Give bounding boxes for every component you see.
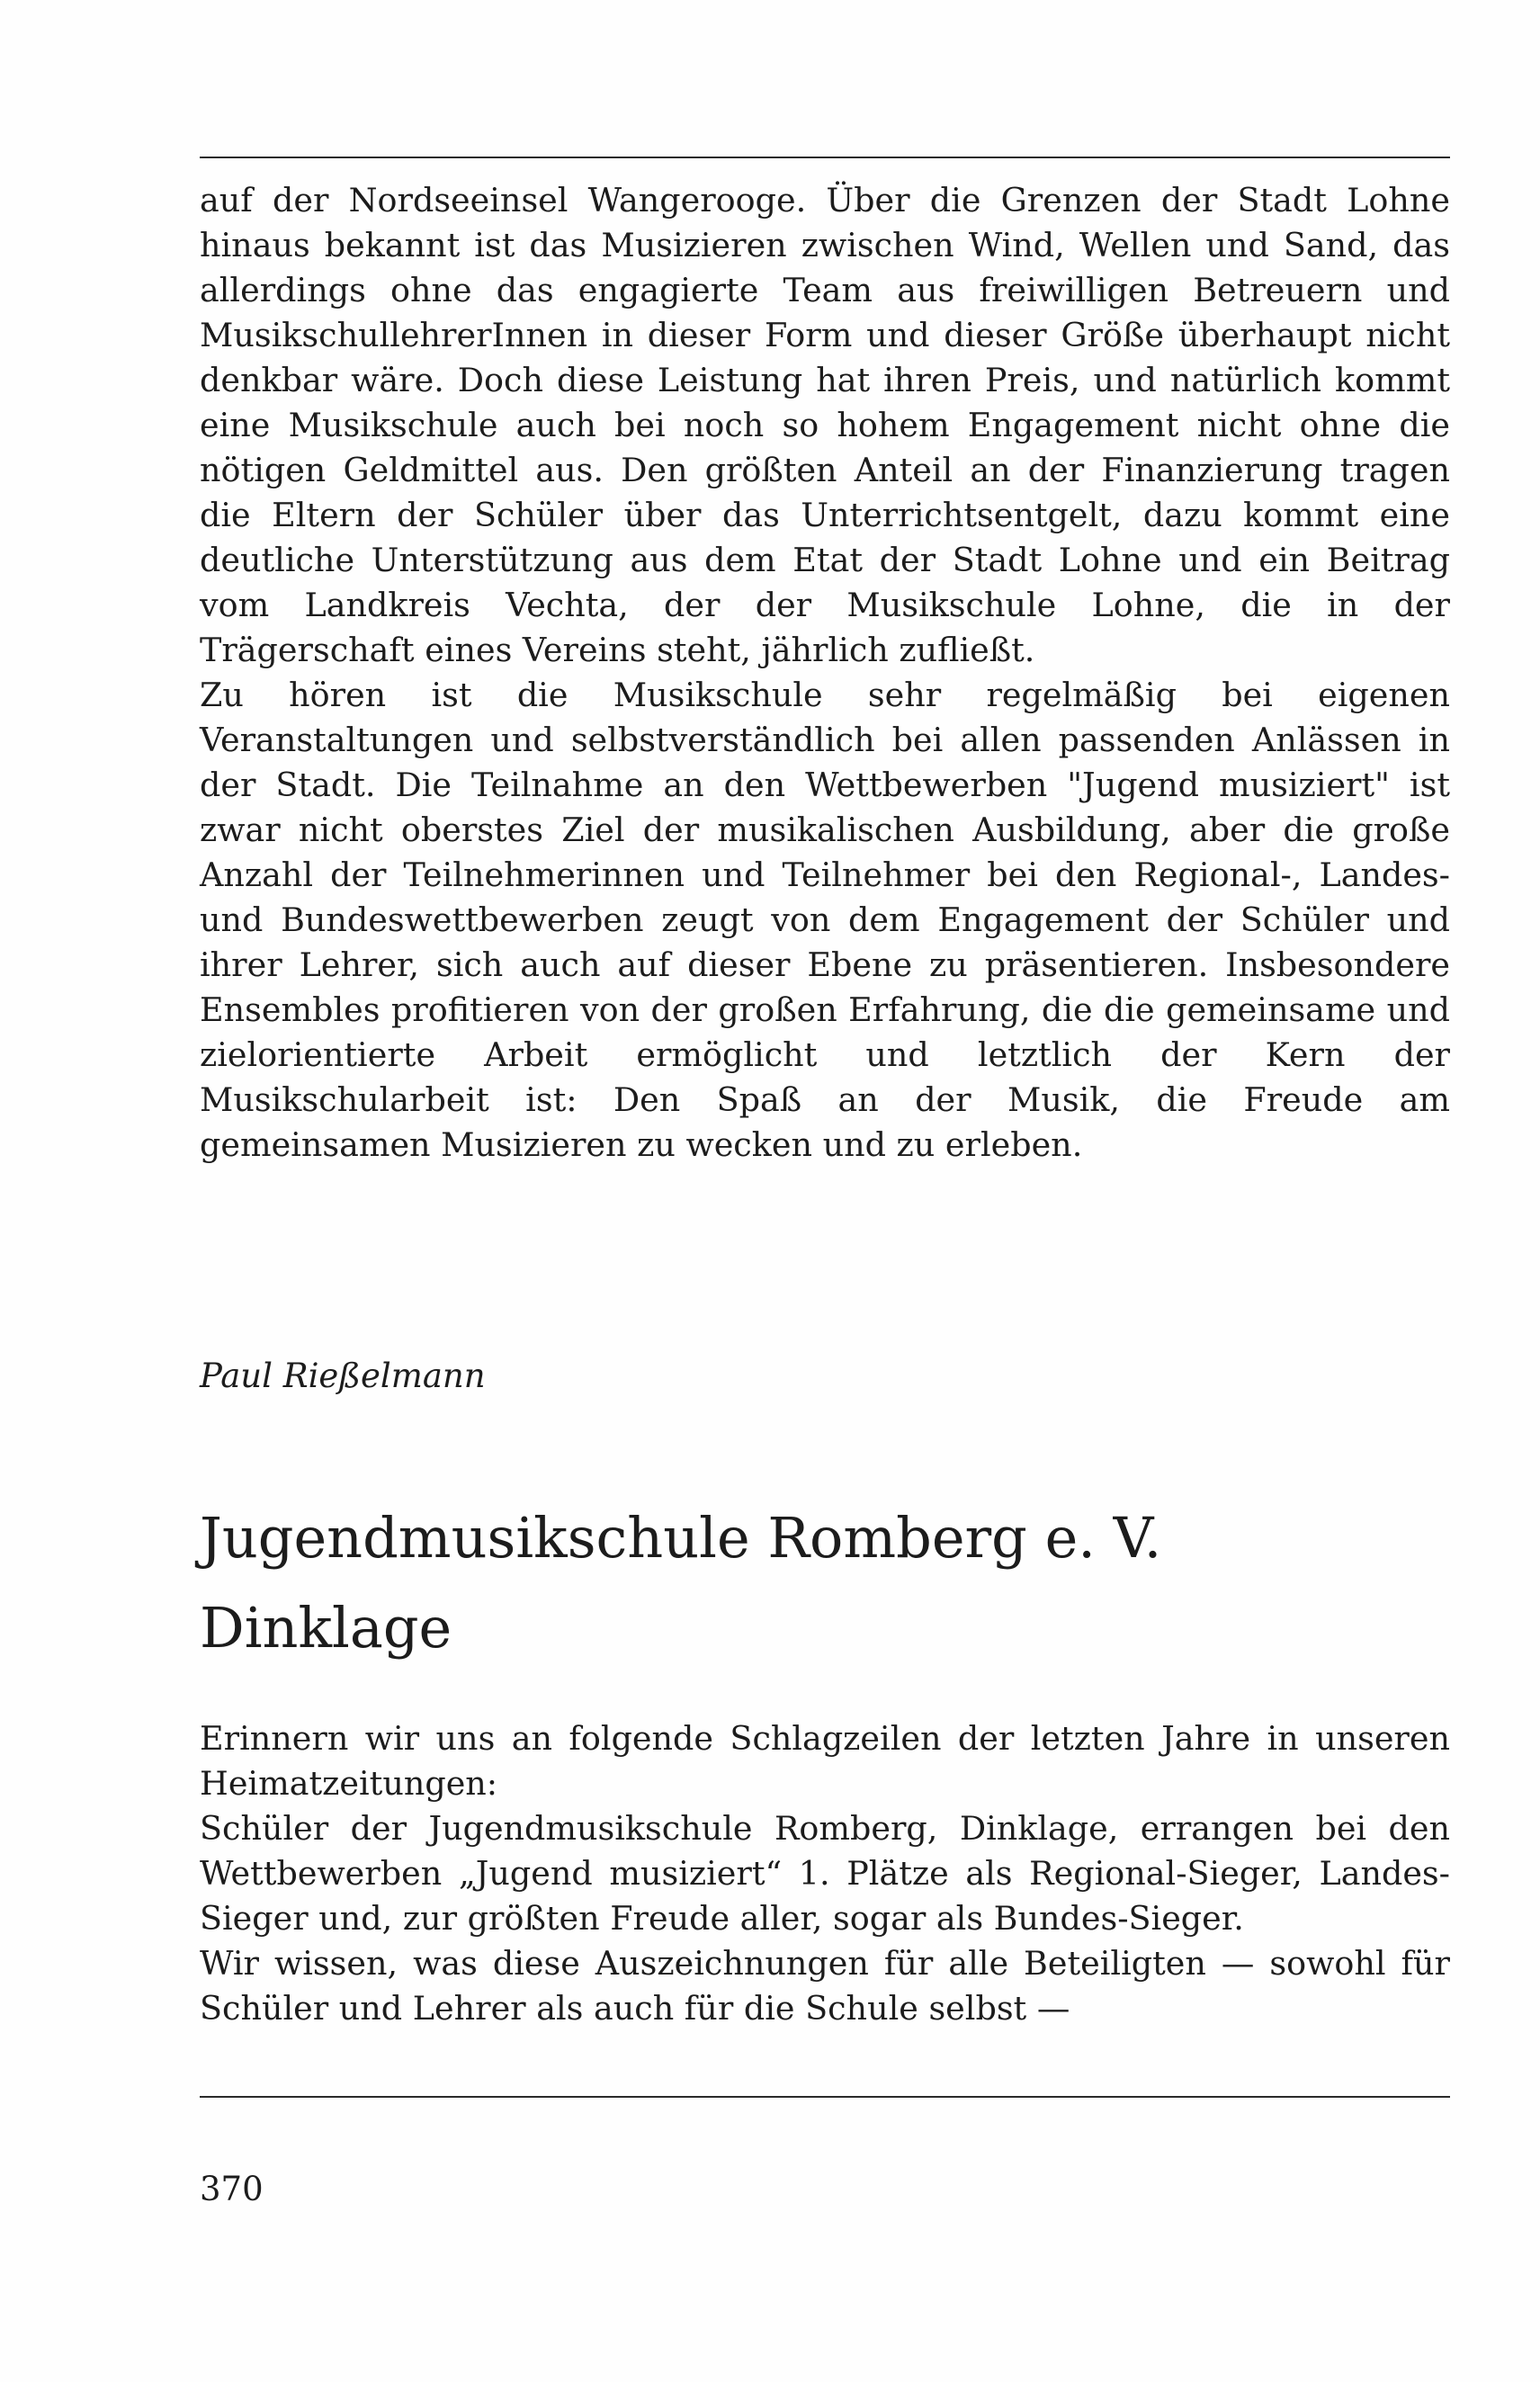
paragraph: auf der Nordseeinsel Wangerooge. Über die Grenzen der Stadt Lohne hinaus bekannt ist das Musizieren zwischen Wind, Wellen und Sand, das allerdings ohne das engagierte Team aus freiwilligen Betreuern und MusikschullehrerInnen in dieser Form und dieser Größe überhaupt nicht denkbar wäre. Doch diese Leistung hat ihren Preis, und natürlich kommt eine Musikschule auch bei noch so hohem Engagement nicht ohne die nötigen Geldmittel aus. Den größten Anteil an der Finanzierung tragen die Eltern der Schüler über das Unterrichtsentgelt, dazu kommt eine deutliche Unterstützung aus dem Etat der Stadt Lohne und ein Beitrag vom Landkreis Vechta, der der Musikschule Lohne, die in der Trägerschaft eines Vereins steht, jährlich zufließt. bbox=[200, 181, 1450, 669]
section-heading-line-2: Dinklage bbox=[200, 1595, 452, 1661]
section-heading-line-1: Jugendmusikschule Romberg e. V. bbox=[200, 1505, 1162, 1571]
section-heading bbox=[200, 1493, 1450, 1673]
body-text-top bbox=[200, 178, 1450, 1168]
paragraph: Erinnern wir uns an folgende Schlagzeilen der letzten Jahre in unseren Heimatzeitungen: bbox=[200, 1719, 1450, 1803]
top-rule bbox=[200, 157, 1450, 158]
body-text-bottom bbox=[200, 1716, 1450, 2031]
page-number: 370 bbox=[200, 2170, 264, 2208]
paragraph: Wir wissen, was diese Auszeichnungen für alle Beteiligten — sowohl für Schüler und Lehrer als auch für die Schule selbst — bbox=[200, 1944, 1450, 2028]
bottom-rule bbox=[200, 2096, 1450, 2098]
paragraph: Schüler der Jugendmusikschule Romberg, Dinklage, errangen bei den Wettbewerben „Jugend musiziert“ 1. Plätze als Regional-Sieger, Landes-Sieger und, zur größten Freude aller, sogar als Bundes-Sieger. bbox=[200, 1809, 1450, 1938]
author-signature: Paul Rießelmann bbox=[200, 1357, 486, 1395]
paragraph: Zu hören ist die Musikschule sehr regelmäßig bei eigenen Veranstaltungen und selbstverständlich bei allen passenden Anlässen in der Stadt. Die Teilnahme an den Wettbewerben "Jugend musiziert" ist zwar nicht oberstes Ziel der musikalischen Ausbildung, aber die große Anzahl der Teilnehmerinnen und Teilnehmer bei den Regional-, Landes- und Bundeswettbewerben zeugt von dem Engagement der Schüler und ihrer Lehrer, sich auch auf dieser Ebene zu präsentieren. Insbesondere Ensembles profitieren von der großen Erfahrung, die die gemeinsame und zielorientierte Arbeit ermöglicht und letztlich der Kern der Musikschularbeit ist: Den Spaß an der Musik, die Freude am gemeinsamen Musizieren zu wecken und zu erleben. bbox=[200, 676, 1450, 1164]
